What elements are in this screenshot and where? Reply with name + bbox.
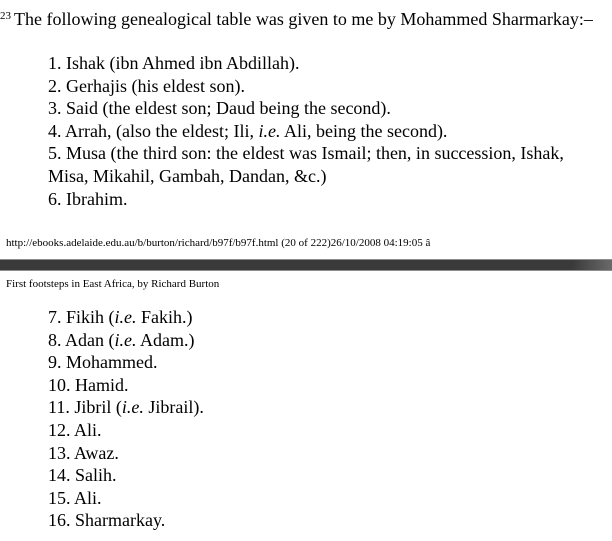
genealogy-list-part-2: [48, 306, 568, 532]
list-item: 11. Jibril (i.e. Jibrail).: [48, 397, 204, 418]
list-item: 8. Adan (i.e. Adam.): [48, 329, 195, 350]
list-item: 3. Said (the eldest son; Daud being the second).: [48, 98, 391, 119]
list-item: 6. Ibrahim.: [48, 188, 128, 209]
list-item: 12. Ali.: [48, 419, 102, 440]
intro-text: The following genealogical table was given to me by Mohammed Sharmarkay:–: [14, 9, 593, 29]
page-top: [0, 0, 612, 258]
list-item: 2. Gerhajis (his eldest son).: [48, 75, 245, 96]
footnote-intro: [0, 4, 593, 31]
genealogy-list-part-1: [48, 52, 568, 210]
footnote-number: 23: [0, 10, 11, 22]
list-item: 16. Sharmarkay.: [48, 510, 166, 531]
page-break-shadow: [572, 260, 612, 270]
list-item: 10. Hamid.: [48, 374, 129, 395]
list-item: 1. Ishak (ibn Ahmed ibn Abdillah).: [48, 53, 300, 73]
list-item: 5. Musa (the third son: the eldest was Ismail; then, in succession, Ishak, Misa, Mikahil, Gambah, Dandan, &c.): [48, 143, 564, 186]
list-item: 14. Salih.: [48, 465, 117, 486]
list-item: 9. Mohammed.: [48, 352, 158, 373]
page-header: First footsteps in East Africa, by Richard Burton: [6, 278, 220, 290]
list-item: 13. Awaz.: [48, 442, 119, 463]
page-footer-url: http://ebooks.adelaide.edu.au/b/burton/richard/b97f/b97f.html (20 of 222)26/10/2008 04:19:05 â: [6, 237, 431, 249]
list-item: 4. Arrah, (also the eldest; Ili, i.e. Ali, being the second).: [48, 120, 448, 141]
list-item: 15. Ali.: [48, 487, 102, 508]
list-item: 7. Fikih (i.e. Fakih.): [48, 307, 193, 327]
page-break-divider: [0, 259, 612, 271]
